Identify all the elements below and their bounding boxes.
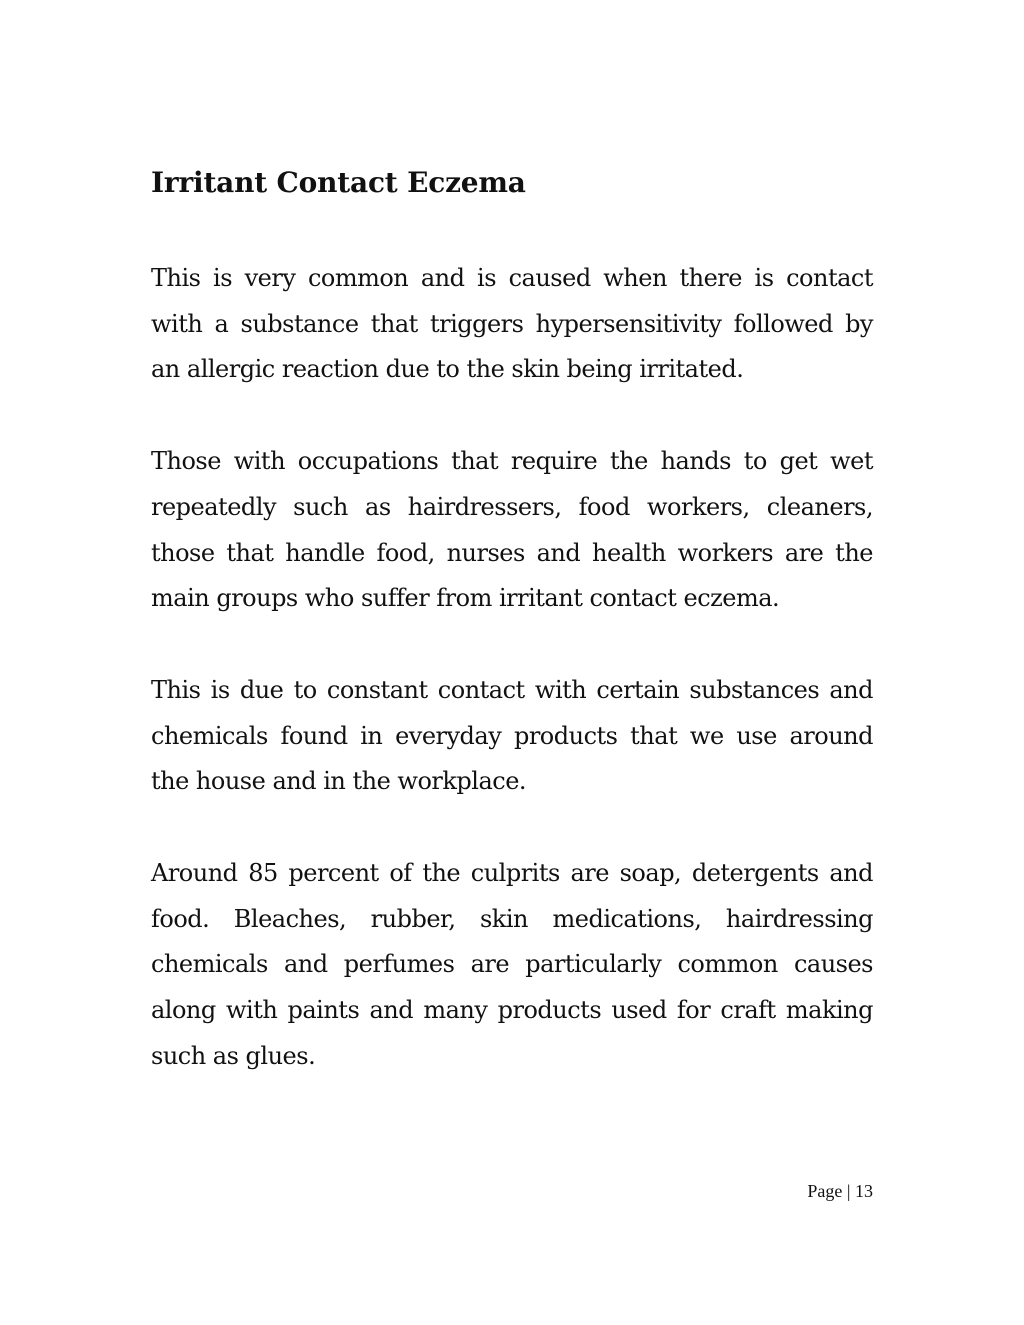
section-heading: Irritant Contact Eczema <box>151 166 526 199</box>
paragraph-3: This is due to constant contact with certain substances and chemicals found in everyday products that we use around the house and in the workplace. <box>151 675 873 796</box>
paragraph-1: This is very common and is caused when there is contact with a substance that triggers hypersensitivity followed by an allergic reaction due to the skin being irritated. <box>151 264 873 384</box>
paragraph-4: Around 85 percent of the culprits are soap, detergents and food. Bleaches, rubber, skin medications, hairdressing chemicals and perfumes are particularly common causes along with paints and many products used for craft making such as glues. <box>151 859 873 1070</box>
body-text <box>151 256 873 1080</box>
paragraph-2: Those with occupations that require the hands to get wet repeatedly such as hairdressers, food workers, cleaners, those that handle food, nurses and health workers are the main groups who suffer from irritant contact eczema. <box>151 447 873 613</box>
page-number: Page | 13 <box>807 1181 873 1201</box>
document-page <box>151 160 873 1126</box>
